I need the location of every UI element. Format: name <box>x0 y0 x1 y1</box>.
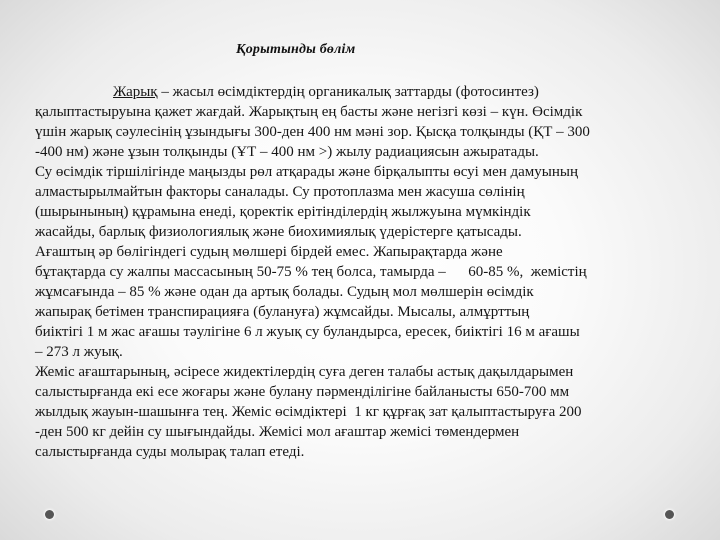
paragraph-2-line: жұмсағында – 85 % және одан да артық болады. Судың мол мөлшерін өсімдік <box>35 284 534 300</box>
paragraph-2-line: (шырынының) құрамына енеді, қоректік ерітінділердің жылжуына мүмкіндік <box>35 204 531 220</box>
paragraph-2-line: – 273 л жуық. <box>35 344 123 360</box>
paragraph-2-line: бұтақтарда су жалпы массасының 50-75 % тең болса, тамырда – 60-85 %, жемістің <box>35 264 587 280</box>
paragraph-2-line: Су өсімдік тіршілігінде маңызды рөл атқарады және бірқалыпты өсуі мен дамуының <box>35 164 579 180</box>
slide-body <box>35 82 700 462</box>
paragraph-3-line: салыстырғанда суды молырақ талап етеді. <box>35 444 305 460</box>
paragraph-2-line: жасайды, барлық физиологиялық және биохимиялық үдерістерге қатысады. <box>35 224 522 240</box>
slide-title: Қорытынды бөлім <box>236 42 356 57</box>
paragraph-3-line: салыстырғанда екі есе жоғары және булану пәрменділігіне байланысты 650-700 мм <box>35 384 570 400</box>
decorative-dot-icon <box>45 510 54 519</box>
paragraph-3-line: -ден 500 кг дейін су шығындайды. Жемісі мол ағаштар жемісі төмендермен <box>35 424 520 440</box>
decorative-dot-icon <box>665 510 674 519</box>
paragraph-3-line: Жеміс ағаштарының, әсіресе жидектілердің суға деген талабы астық дақылдарымен <box>35 364 574 380</box>
paragraph-2-line: алмастырылмайтын факторы саналады. Су протоплазма мен жасуша сөлінің <box>35 184 525 200</box>
paragraph-3-line: жылдық жауын-шашынға тең. Жеміс өсімдіктері 1 кг құрғақ зат қалыптастыруға 200 <box>35 404 582 420</box>
paragraph-2-line: жапырақ бетімен транспирацияға (булануға) жұмсайды. Мысалы, алмұрттың <box>35 304 530 320</box>
paragraph-1-line: үшін жарық сәулесінің ұзындығы 300-ден 400 нм мәні зор. Қысқа толқынды (ҚТ – 300 <box>35 124 590 140</box>
paragraph-2-line: Ағаштың әр бөлігіндегі судың мөлшері бірдей емес. Жапырақтарда және <box>35 244 503 260</box>
paragraph-1-line: қалыптастыруына қажет жағдай. Жарықтың ең басты және негізгі көзі – күн. Өсімдік <box>35 104 583 120</box>
paragraph-2-line: биіктігі 1 м жас ағашы тәулігіне 6 л жуық су буландырса, ересек, биіктігі 16 м ағашы <box>35 324 580 340</box>
paragraph-1-line-1: Жарық – жасыл өсімдіктердің органикалық заттарды (фотосинтез) <box>113 84 539 100</box>
term-light: Жарық <box>113 84 158 100</box>
paragraph-1-line: -400 нм) және ұзын толқынды (ҰТ – 400 нм >) жылу радиациясын ажыратады. <box>35 144 539 160</box>
